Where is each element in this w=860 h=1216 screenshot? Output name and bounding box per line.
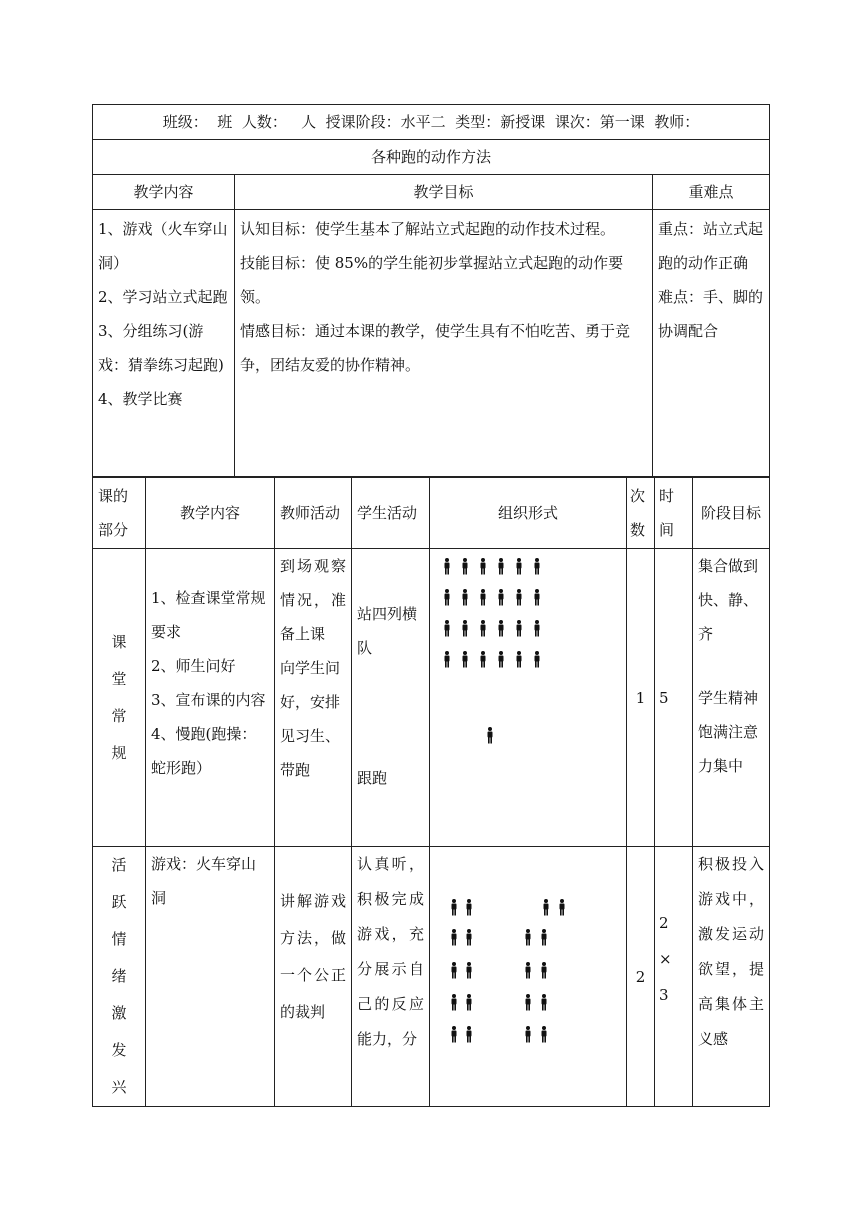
info-line: 班级： 班 人数： 人 授课阶段：水平二 类型：新授课 课次：第一课 教师：: [93, 105, 770, 140]
formation-diagram: [430, 549, 627, 847]
person-icon: [486, 727, 494, 744]
person-icon: [533, 589, 541, 606]
person-icon: [465, 962, 473, 979]
row-teacher: 讲解游戏方法，做一个公正的裁判: [275, 847, 352, 1107]
row-times: 2: [627, 847, 655, 1107]
row-times: 1: [627, 549, 655, 847]
person-icon: [443, 558, 451, 575]
row-teacher: 到场观察情况，准备上课 向学生问好，安排见习生、 带跑: [275, 549, 352, 847]
person-icon: [479, 589, 487, 606]
person-icon: [497, 620, 505, 637]
person-icon: [479, 651, 487, 668]
row-student: 认真听，积极完成游戏，充分展示自己的反应能力，分: [352, 847, 430, 1107]
person-icon: [450, 899, 458, 916]
row-stage-goal: 积极投入游戏中，激发运动欲望，提高集体主义感: [693, 847, 770, 1107]
formation-columns: [430, 847, 626, 1092]
header-stage-goal: 阶段目标: [693, 477, 770, 549]
person-icon: [497, 589, 505, 606]
person-icon: [443, 651, 451, 668]
person-icon: [450, 929, 458, 946]
person-icon: [450, 1026, 458, 1043]
content-line: 1、游戏（火车穿山洞）: [98, 220, 228, 272]
header-organization: 组织形式: [430, 477, 627, 549]
row-duration: 5: [655, 549, 693, 847]
header-duration: 时间: [655, 477, 693, 549]
content-line: 2、学习站立式起跑: [98, 288, 228, 306]
person-icon: [497, 651, 505, 668]
person-icon: [515, 589, 523, 606]
person-icon: [465, 1026, 473, 1043]
row-content: 游戏：火车穿山洞: [146, 847, 275, 1107]
person-icon: [542, 899, 550, 916]
person-icon: [465, 994, 473, 1011]
person-icon: [479, 558, 487, 575]
part-label: 活 跃 情 绪 激 发 兴: [93, 847, 146, 1107]
overview-content-cell: [93, 210, 235, 478]
header-part: 课的部分: [93, 477, 146, 549]
person-icon: [497, 558, 505, 575]
row-duration: 2 × 3: [655, 847, 693, 1107]
goal-line: 技能目标：使 85%的学生能初步掌握站立式起跑的动作要领。: [240, 254, 624, 306]
overview-goals-cell: [235, 210, 653, 478]
person-icon: [465, 899, 473, 916]
goal-line: 认知目标：使学生基本了解站立式起跑的动作技术过程。: [240, 220, 616, 238]
row-student: 站四列横队 跟跑: [352, 549, 430, 847]
person-icon: [465, 929, 473, 946]
content-line: 4、教学比赛: [98, 390, 183, 408]
col-header-content: 教学内容: [93, 175, 235, 210]
person-icon: [524, 962, 532, 979]
person-icon: [461, 589, 469, 606]
person-icon: [533, 620, 541, 637]
formation-diagram: [430, 847, 627, 1107]
lesson-title: 各种跑的动作方法: [93, 140, 770, 175]
person-icon: [443, 620, 451, 637]
person-icon: [524, 929, 532, 946]
row-stage-goal: 集合做到快、静、齐 学生精神饱满注意力集中: [693, 549, 770, 847]
content-line: 3、分组练习(游戏：猜拳练习起跑): [98, 322, 224, 374]
person-icon: [461, 620, 469, 637]
keypoint-line: 重点：站立式起跑的动作正确: [658, 220, 764, 272]
person-icon: [515, 558, 523, 575]
header-times: 次数: [627, 477, 655, 549]
person-icon: [540, 1026, 548, 1043]
person-icon: [515, 620, 523, 637]
person-icon: [540, 929, 548, 946]
person-icon: [450, 994, 458, 1011]
col-header-keypoints: 重难点: [653, 175, 770, 210]
overview-table: [92, 104, 770, 478]
person-icon: [515, 651, 523, 668]
person-icon: [533, 651, 541, 668]
person-icon: [533, 558, 541, 575]
person-icon: [450, 962, 458, 979]
col-header-goals: 教学目标: [235, 175, 653, 210]
header-student: 学生活动: [352, 477, 430, 549]
person-icon: [558, 899, 566, 916]
person-icon: [479, 620, 487, 637]
table-row: [93, 847, 770, 1107]
person-icon: [461, 558, 469, 575]
person-icon: [540, 962, 548, 979]
keypoint-line: 难点：手、脚的协调配合: [658, 288, 764, 340]
person-icon: [524, 994, 532, 1011]
formation-lines: [430, 549, 626, 846]
person-icon: [461, 651, 469, 668]
part-label: 课 堂 常 规: [93, 549, 146, 847]
person-icon: [524, 1026, 532, 1043]
row-content: 1、检查课堂常规要求 2、师生问好 3、宣布课的内容 4、慢跑(跑操：蛇形跑）: [146, 549, 275, 847]
person-icon: [540, 994, 548, 1011]
person-icon: [443, 589, 451, 606]
header-content: 教学内容: [146, 477, 275, 549]
table-row: [93, 549, 770, 847]
plan-table: [92, 476, 770, 1107]
goal-line: 情感目标：通过本课的教学，使学生具有不怕吃苦、勇于竞争，团结友爱的协作精神。: [240, 322, 631, 374]
header-teacher: 教师活动: [275, 477, 352, 549]
overview-keypoints-cell: [653, 210, 770, 478]
